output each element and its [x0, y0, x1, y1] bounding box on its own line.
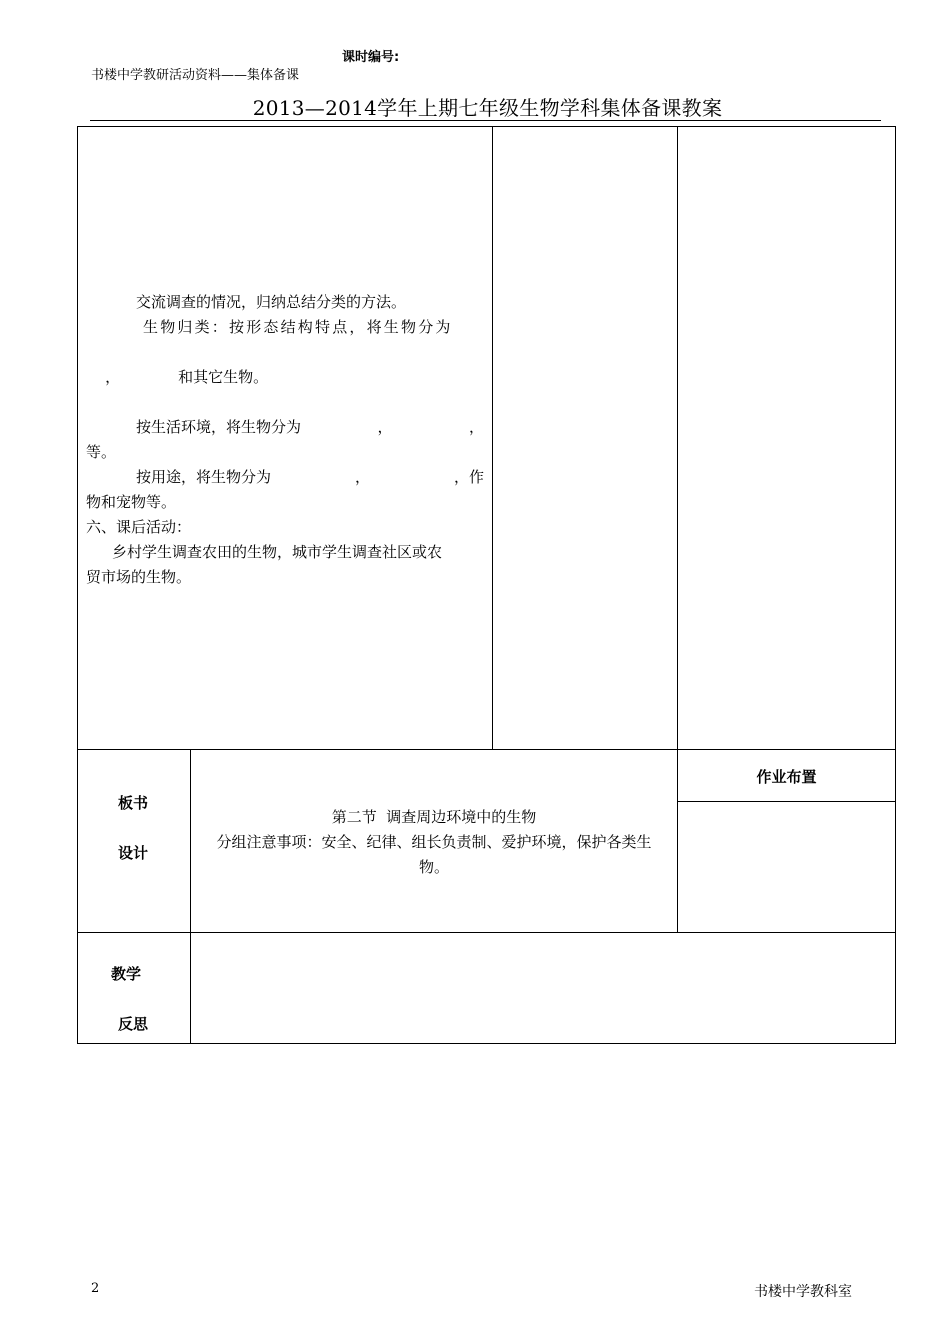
content-text: ，	[377, 418, 393, 436]
content-line-1: 交流调查的情况，归纳总结分类的方法。	[136, 293, 407, 311]
content-text: 生物归类：按形态结构特点，将生物分为	[143, 318, 453, 336]
column-divider-1	[492, 126, 493, 749]
footer-office: 书楼中学教科室	[754, 1284, 852, 1300]
content-text: ，	[105, 368, 121, 386]
school-activity-header: 书楼中学教研活动资料——集体备课	[91, 68, 300, 83]
board-line-1: 第二节 调查周边环境中的生物	[331, 808, 537, 826]
board-label-2: 设计	[118, 844, 149, 862]
content-line-4-cont: 物和宠物等。	[86, 493, 177, 511]
table-row-divider-main	[77, 749, 896, 750]
content-text: 按用途，将生物分为	[136, 468, 272, 486]
content-line-2	[86, 315, 484, 340]
table-border-top	[77, 126, 896, 127]
homework-label: 作业布置	[756, 768, 817, 786]
content-line-3-cont: 等。	[86, 443, 117, 461]
content-text: 和其它生物。	[178, 368, 269, 386]
page-title: 2013—2014学年上期七年级生物学科集体备课教案	[252, 96, 723, 120]
page-number: 2	[91, 1281, 100, 1296]
table-row-divider-board	[77, 932, 896, 933]
lesson-number-label: 课时编号:	[342, 50, 400, 65]
content-text: ，作	[453, 468, 484, 486]
label-column-divider	[190, 749, 191, 1044]
section-6-title: 六、课后活动：	[86, 518, 192, 536]
content-text: ，	[468, 418, 484, 436]
title-underline	[90, 120, 881, 121]
table-border-right	[895, 126, 896, 1044]
content-line-2-cont	[86, 340, 484, 415]
section-6-line-2: 贸市场的生物。	[86, 568, 192, 586]
lesson-content	[86, 290, 484, 590]
content-line-3	[86, 415, 484, 440]
homework-divider	[677, 801, 896, 802]
content-text: 按生活环境，将生物分为	[136, 418, 302, 436]
section-6-line-1: 乡村学生调查农田的生物，城市学生调查社区或农	[112, 543, 443, 561]
content-line-4	[86, 465, 484, 490]
board-design-content	[193, 805, 675, 880]
board-line-2: 分组注意事项：安全、纪律、组长负责制、爱护环境，保护各类生	[216, 833, 652, 851]
column-divider-2	[677, 126, 678, 932]
board-line-3: 物。	[418, 858, 449, 876]
reflection-label-1: 教学	[111, 965, 142, 983]
reflection-label-2: 反思	[118, 1015, 149, 1033]
table-border-left	[77, 126, 78, 1044]
board-label-1: 板书	[118, 794, 149, 812]
table-border-bottom	[77, 1043, 896, 1044]
content-text: ，	[354, 468, 370, 486]
